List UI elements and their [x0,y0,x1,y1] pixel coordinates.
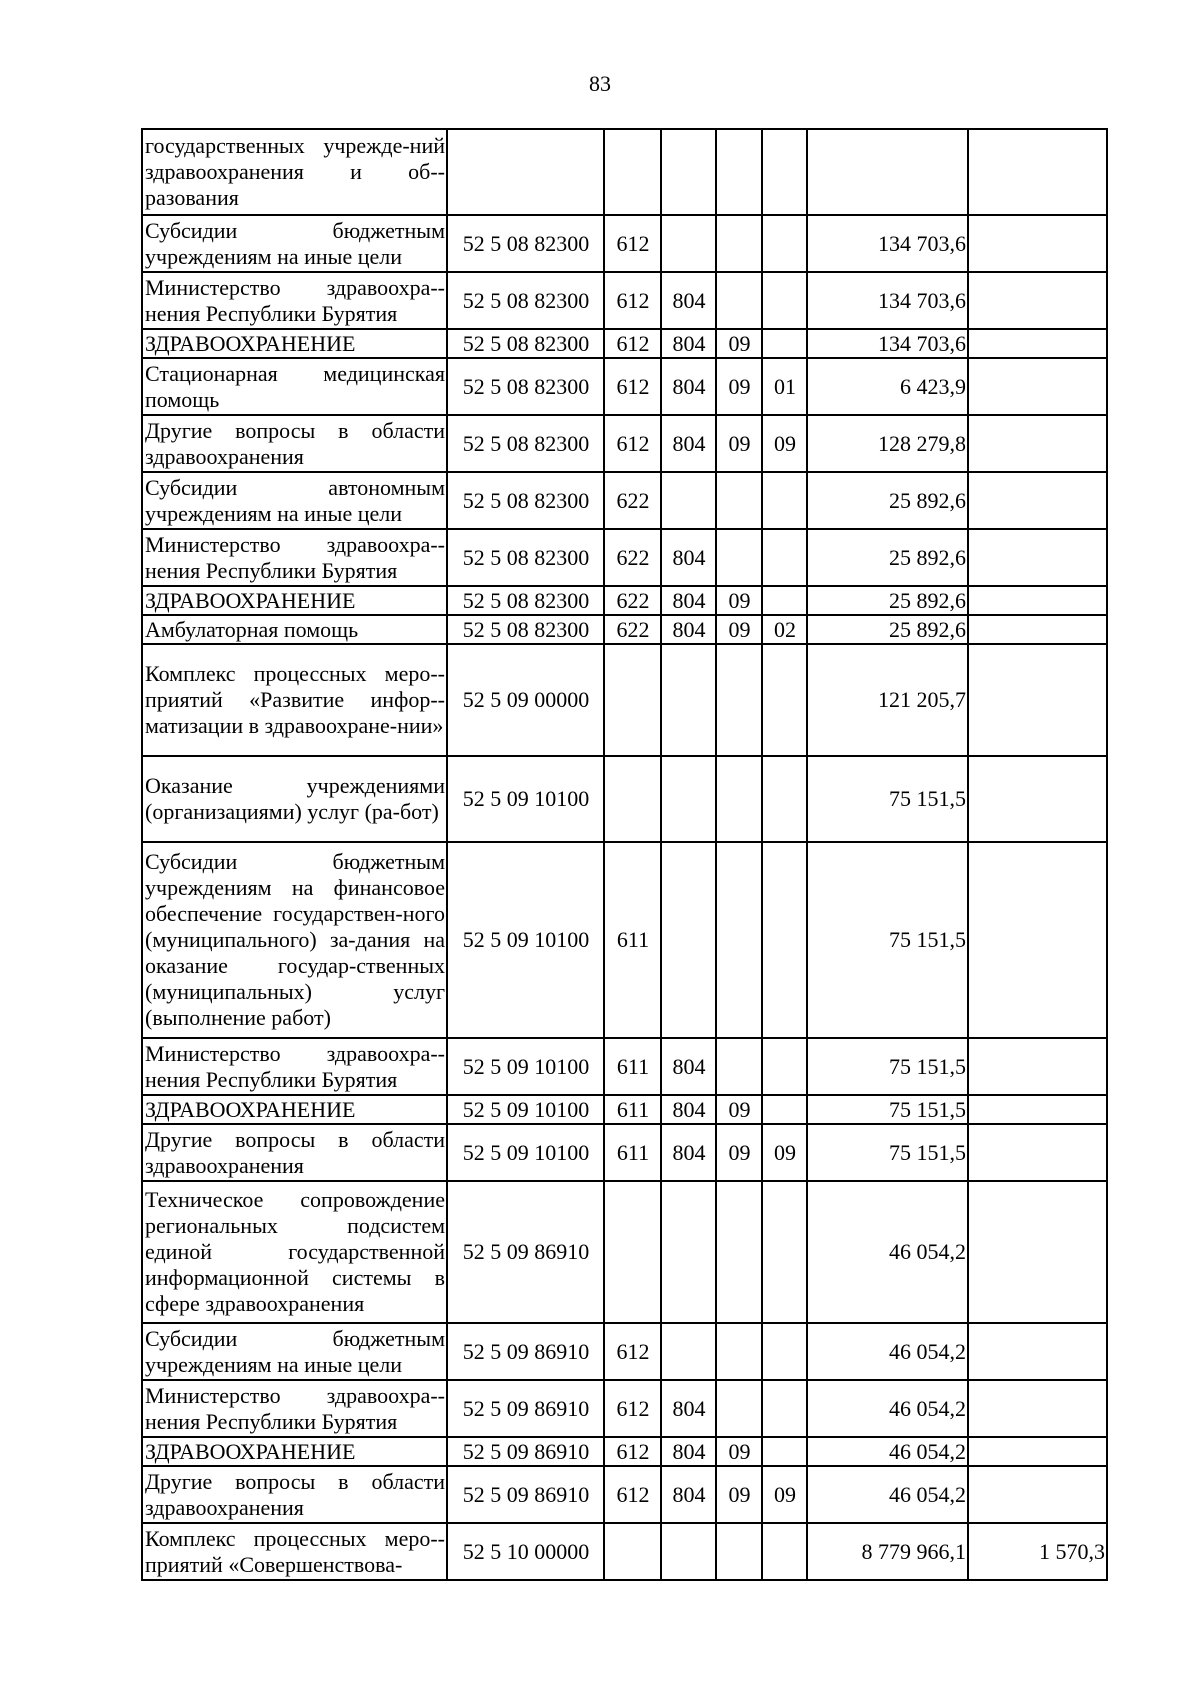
table-row [142,756,1107,842]
amount [807,129,968,215]
ministry-code: 804 [661,329,716,358]
table-row [142,529,1107,586]
amount-2 [968,415,1107,472]
row-name: государственных учрежде-ний здравоохранения и об-разования [142,129,447,215]
amount: 25 892,6 [807,586,968,615]
row-name: Министерство здравоохра-нения Республики Бурятия [142,272,447,329]
section-code [716,1038,762,1095]
subsection-code [762,1437,807,1466]
table-row [142,415,1107,472]
table-row [142,644,1107,756]
subsection-code [762,1095,807,1124]
target-code: 52 5 08 82300 [447,215,604,272]
expense-type: 612 [604,1380,661,1437]
subsection-code [762,529,807,586]
expense-type: 622 [604,472,661,529]
expense-type: 612 [604,415,661,472]
ministry-code: 804 [661,415,716,472]
ministry-code [661,215,716,272]
ministry-code [661,1181,716,1323]
row-name: Министерство здравоохра-нения Республики Бурятия [142,529,447,586]
section-code [716,215,762,272]
section-code [716,272,762,329]
expense-type [604,1181,661,1323]
row-name: ЗДРАВООХРАНЕНИЕ [142,329,447,358]
section-code [716,129,762,215]
amount-2 [968,129,1107,215]
amount-2 [968,1181,1107,1323]
target-code: 52 5 09 86910 [447,1181,604,1323]
amount: 6 423,9 [807,358,968,415]
row-name: Субсидии бюджетным учреждениям на иные цели [142,1323,447,1380]
amount-2 [968,472,1107,529]
section-code: 09 [716,615,762,644]
row-name: Комплекс процессных меро-приятий «Совершенствова- [142,1523,447,1580]
subsection-code: 09 [762,1466,807,1523]
budget-table-body [142,129,1107,1580]
table-row [142,472,1107,529]
target-code: 52 5 08 82300 [447,358,604,415]
row-name: ЗДРАВООХРАНЕНИЕ [142,1437,447,1466]
target-code: 52 5 09 10100 [447,1038,604,1095]
amount: 134 703,6 [807,215,968,272]
subsection-code [762,644,807,756]
subsection-code [762,586,807,615]
amount: 75 151,5 [807,1038,968,1095]
subsection-code [762,1380,807,1437]
section-code: 09 [716,1095,762,1124]
subsection-code [762,272,807,329]
amount: 75 151,5 [807,756,968,842]
table-row [142,358,1107,415]
subsection-code [762,129,807,215]
ministry-code: 804 [661,1437,716,1466]
section-code [716,1380,762,1437]
amount-2 [968,1437,1107,1466]
ministry-code: 804 [661,1095,716,1124]
amount: 128 279,8 [807,415,968,472]
target-code [447,129,604,215]
section-code: 09 [716,586,762,615]
target-code: 52 5 09 10100 [447,1095,604,1124]
amount: 75 151,5 [807,842,968,1038]
target-code: 52 5 09 86910 [447,1437,604,1466]
amount-2 [968,842,1107,1038]
section-code: 09 [716,1124,762,1181]
row-name: Другие вопросы в области здравоохранения [142,415,447,472]
amount: 75 151,5 [807,1124,968,1181]
ministry-code: 804 [661,272,716,329]
table-row [142,1323,1107,1380]
amount: 46 054,2 [807,1380,968,1437]
target-code: 52 5 09 00000 [447,644,604,756]
amount-2: 1 570,3 [968,1523,1107,1580]
subsection-code [762,329,807,358]
target-code: 52 5 09 86910 [447,1323,604,1380]
subsection-code [762,215,807,272]
subsection-code: 02 [762,615,807,644]
expense-type: 611 [604,1124,661,1181]
subsection-code [762,842,807,1038]
expense-type: 612 [604,358,661,415]
ministry-code: 804 [661,358,716,415]
target-code: 52 5 08 82300 [447,529,604,586]
amount-2 [968,756,1107,842]
section-code [716,529,762,586]
amount: 121 205,7 [807,644,968,756]
section-code [716,644,762,756]
table-row [142,1466,1107,1523]
expense-type: 611 [604,842,661,1038]
amount-2 [968,1095,1107,1124]
ministry-code: 804 [661,1466,716,1523]
amount: 46 054,2 [807,1437,968,1466]
subsection-code [762,1038,807,1095]
amount-2 [968,1323,1107,1380]
subsection-code [762,1181,807,1323]
expense-type [604,756,661,842]
ministry-code [661,1323,716,1380]
table-row [142,842,1107,1038]
table-row [142,1038,1107,1095]
table-row [142,1095,1107,1124]
section-code: 09 [716,415,762,472]
expense-type: 611 [604,1095,661,1124]
target-code: 52 5 09 86910 [447,1466,604,1523]
amount-2 [968,358,1107,415]
ministry-code: 804 [661,1380,716,1437]
expense-type: 622 [604,529,661,586]
row-name: ЗДРАВООХРАНЕНИЕ [142,1095,447,1124]
section-code [716,1523,762,1580]
row-name: ЗДРАВООХРАНЕНИЕ [142,586,447,615]
section-code: 09 [716,329,762,358]
expense-type: 612 [604,215,661,272]
expense-type: 611 [604,1038,661,1095]
amount-2 [968,1038,1107,1095]
table-row [142,1380,1107,1437]
row-name: Комплекс процессных меро-приятий «Развитие инфор-матизации в здравоохране-нии» [142,644,447,756]
expense-type: 622 [604,586,661,615]
target-code: 52 5 08 82300 [447,329,604,358]
ministry-code [661,756,716,842]
section-code: 09 [716,1437,762,1466]
section-code [716,842,762,1038]
amount: 25 892,6 [807,529,968,586]
target-code: 52 5 09 10100 [447,1124,604,1181]
ministry-code: 804 [661,1124,716,1181]
expense-type: 612 [604,1466,661,1523]
budget-table [141,128,1108,1581]
expense-type [604,129,661,215]
target-code: 52 5 10 00000 [447,1523,604,1580]
section-code [716,756,762,842]
table-row [142,329,1107,358]
row-name: Министерство здравоохра-нения Республики Бурятия [142,1380,447,1437]
subsection-code [762,756,807,842]
amount-2 [968,1466,1107,1523]
amount-2 [968,586,1107,615]
target-code: 52 5 08 82300 [447,472,604,529]
row-name: Министерство здравоохра-нения Республики Бурятия [142,1038,447,1095]
expense-type: 612 [604,272,661,329]
target-code: 52 5 09 10100 [447,756,604,842]
ministry-code [661,842,716,1038]
table-row [142,215,1107,272]
ministry-code [661,644,716,756]
subsection-code: 01 [762,358,807,415]
expense-type: 622 [604,615,661,644]
ministry-code: 804 [661,529,716,586]
row-name: Техническое сопровождение региональных подсистем единой государственной информационной системы в сфере здравоохранения [142,1181,447,1323]
amount: 25 892,6 [807,472,968,529]
amount-2 [968,529,1107,586]
section-code [716,1323,762,1380]
target-code: 52 5 08 82300 [447,586,604,615]
ministry-code: 804 [661,615,716,644]
table-row [142,272,1107,329]
section-code: 09 [716,358,762,415]
expense-type [604,1523,661,1580]
expense-type [604,644,661,756]
table-row [142,1181,1107,1323]
row-name: Оказание учреждениями (организациями) услуг (ра-бот) [142,756,447,842]
row-name: Субсидии бюджетным учреждениям на иные цели [142,215,447,272]
ministry-code: 804 [661,1038,716,1095]
amount: 8 779 966,1 [807,1523,968,1580]
expense-type: 612 [604,1323,661,1380]
target-code: 52 5 08 82300 [447,615,604,644]
subsection-code [762,472,807,529]
subsection-code: 09 [762,1124,807,1181]
section-code: 09 [716,1466,762,1523]
amount: 46 054,2 [807,1181,968,1323]
amount: 46 054,2 [807,1323,968,1380]
amount-2 [968,215,1107,272]
amount: 134 703,6 [807,329,968,358]
section-code [716,472,762,529]
row-name: Другие вопросы в области здравоохранения [142,1124,447,1181]
amount-2 [968,1380,1107,1437]
amount-2 [968,615,1107,644]
table-row [142,586,1107,615]
ministry-code [661,1523,716,1580]
table-row [142,1437,1107,1466]
ministry-code: 804 [661,586,716,615]
row-name: Амбулаторная помощь [142,615,447,644]
section-code [716,1181,762,1323]
amount: 75 151,5 [807,1095,968,1124]
subsection-code: 09 [762,415,807,472]
amount: 134 703,6 [807,272,968,329]
row-name: Субсидии бюджетным учреждениям на финансовое обеспечение государствен-ного (муниципального) за-дания на оказание государ-ственных (муниципальных) услуг (выполнение работ) [142,842,447,1038]
page-number: 83 [589,71,611,96]
target-code: 52 5 09 10100 [447,842,604,1038]
amount: 25 892,6 [807,615,968,644]
target-code: 52 5 08 82300 [447,415,604,472]
subsection-code [762,1523,807,1580]
target-code: 52 5 08 82300 [447,272,604,329]
table-row [142,615,1107,644]
amount: 46 054,2 [807,1466,968,1523]
ministry-code [661,129,716,215]
ministry-code [661,472,716,529]
row-name: Стационарная медицинская помощь [142,358,447,415]
row-name: Субсидии автономным учреждениям на иные цели [142,472,447,529]
table-row [142,1124,1107,1181]
table-row [142,129,1107,215]
amount-2 [968,644,1107,756]
table-row [142,1523,1107,1580]
expense-type: 612 [604,329,661,358]
amount-2 [968,329,1107,358]
amount-2 [968,272,1107,329]
amount-2 [968,1124,1107,1181]
row-name: Другие вопросы в области здравоохранения [142,1466,447,1523]
target-code: 52 5 09 86910 [447,1380,604,1437]
expense-type: 612 [604,1437,661,1466]
subsection-code [762,1323,807,1380]
